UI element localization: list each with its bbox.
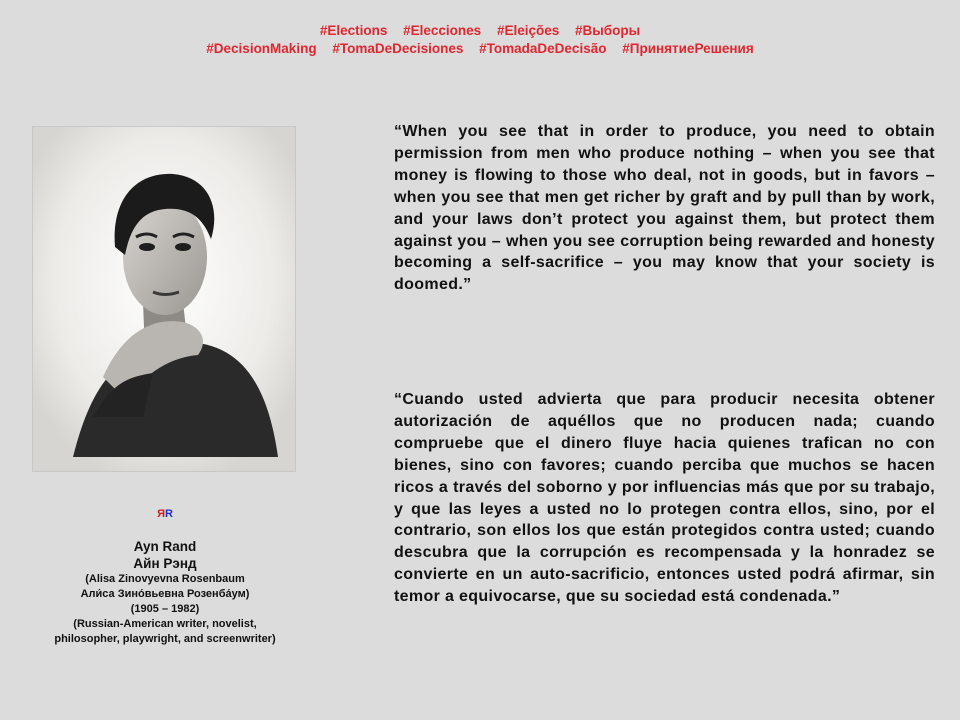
hashtag: #DecisionMaking xyxy=(206,41,317,56)
hashtag: #Eleições xyxy=(496,23,560,38)
author-description-line-1: (Russian-American writer, novelist, xyxy=(73,618,257,630)
hashtag-row-1 xyxy=(0,22,960,40)
author-caption xyxy=(0,538,330,647)
life-years: (1905 – 1982) xyxy=(130,603,200,615)
logo xyxy=(0,508,330,520)
hashtag: #TomaDeDecisiones xyxy=(332,41,464,56)
hashtag-header xyxy=(0,22,960,58)
portrait-photo xyxy=(32,126,296,472)
hashtag-row-2 xyxy=(0,40,960,58)
author-name-ru: Айн Рэнд xyxy=(133,556,197,571)
birth-name-en: (Alisa Zinovyevna Rosenbaum xyxy=(85,573,245,585)
quote-english: “When you see that in order to produce, you need to obtain permission from men who produce nothing – when you see that money is flowing to those who deal, not in goods, but in favors – when you see that men get richer by graft and by pull than by work, and your laws don’t protect you against them, but protect them against you – when you see corruption being rewarded and honesty becoming a self-sacrifice – you may know that your society is doomed.” xyxy=(394,123,935,294)
hashtag: #Elections xyxy=(319,23,388,38)
author-description-line-2: philosopher, playwright, and screenwriter) xyxy=(54,633,276,645)
quote-spanish: “Cuando usted advierta que para producir necesita obtener autorización de aquéllos que no producen nada; cuando compruebe que el dinero fluye hacia quienes trafican no con bienes, sino con favores; cuando perciba que muchos se hacen ricos a través del soborno y por influencias más que por su trabajo, y que las leyes a usted no lo protegen contra ellos, sino, por el contrario, son ellos los que están protegidos contra usted; cuando descubra que la corrupción es recompensada y la honradez se convierte en un auto-sacrificio, entonces usted podrá afirmar, sin temor a equivocarse, que su sociedad está condenada.” xyxy=(394,391,935,606)
hashtag: #Выборы xyxy=(575,23,641,38)
hashtag: #Elecciones xyxy=(403,23,482,38)
logo-part-1: Я xyxy=(157,508,165,520)
author-name-en: Ayn Rand xyxy=(133,539,197,554)
hashtag: #TomadaDeDecisão xyxy=(479,41,607,56)
birth-name-ru: Али́са Зино́вьевна Розенба́ум) xyxy=(80,588,250,600)
hashtag: #ПринятиеРешения xyxy=(622,41,754,56)
logo-part-2: R xyxy=(164,508,173,520)
